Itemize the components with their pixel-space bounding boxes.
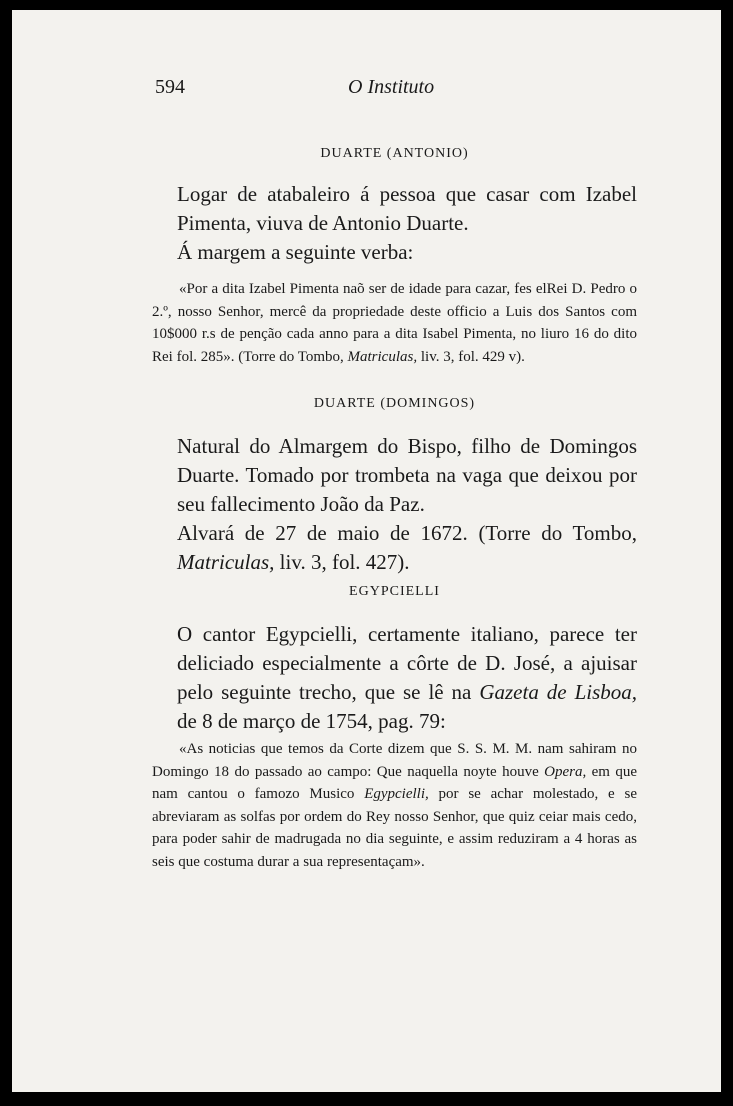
section-body-duarte-domingos: [177, 432, 637, 577]
book-page: [12, 10, 721, 1092]
quote-egypcielli: [152, 738, 637, 873]
section-body-egypcielli: [177, 620, 637, 736]
section-body-duarte-antonio: [177, 180, 637, 267]
section-title-duarte-antonio: DUARTE (ANTONIO): [320, 146, 469, 161]
section-title-egypcielli: EGYPCIELLI: [349, 584, 440, 599]
quote-paragraph: «As noticias que temos da Corte dizem que S. S. M. M. nam sahiram no Domingo 18 do passado ao campo: Que naquella noyte houve Opera, em que nam cantou o famozo Musico Egypcielli, por se achar molestado, e se abreviaram as solfas por ordem do Rey nosso Senhor, que quiz ceiar mais cedo, para poder sahir de madrugada no dia seguinte, e assim reduziram a 4 horas as seis que costuma durar a sua representaçam».: [152, 741, 637, 870]
intro-paragraph: O cantor Egypcielli, certamente italiano, parece ter deliciado especialmente a côrte de D. José, a ajuisar pelo seguinte trecho, que se lê na Gazeta de Lisboa, de 8 de março de 1754, pag. 79:: [177, 622, 638, 733]
paragraph: Logar de atabaleiro á pessoa que casar com Izabel Pimenta, viuva de Antonio Duarte.: [177, 182, 637, 235]
section-title-duarte-domingos: DUARTE (DOMINGOS): [313, 396, 476, 411]
paragraph: Natural do Almargem do Bispo, filho de Domingos Duarte. Tomado por trombeta na vaga que deixou por seu fallecimento João da Paz.: [177, 434, 637, 516]
page-number: 594: [155, 76, 185, 98]
quote-duarte-antonio: [152, 278, 637, 368]
running-title: O Instituto: [348, 76, 435, 98]
paragraph: Á margem a seguinte verba:: [177, 240, 414, 264]
alvara-paragraph: Alvará de 27 de maio de 1672. (Torre do Tombo, Matriculas, liv. 3, fol. 427).: [177, 521, 637, 574]
quote-paragraph: «Por a dita Izabel Pimenta naõ ser de idade para cazar, fes elRei D. Pedro o 2.º, nosso Senhor, mercê da propriedade deste officio a Luis dos Santos com 10$000 r.s de penção cada anno para a dita Isabel Pimenta, no liuro 16 do dito Rei fol. 285». (Torre do Tombo, Matriculas, liv. 3, fol. 429 v).: [152, 281, 637, 365]
